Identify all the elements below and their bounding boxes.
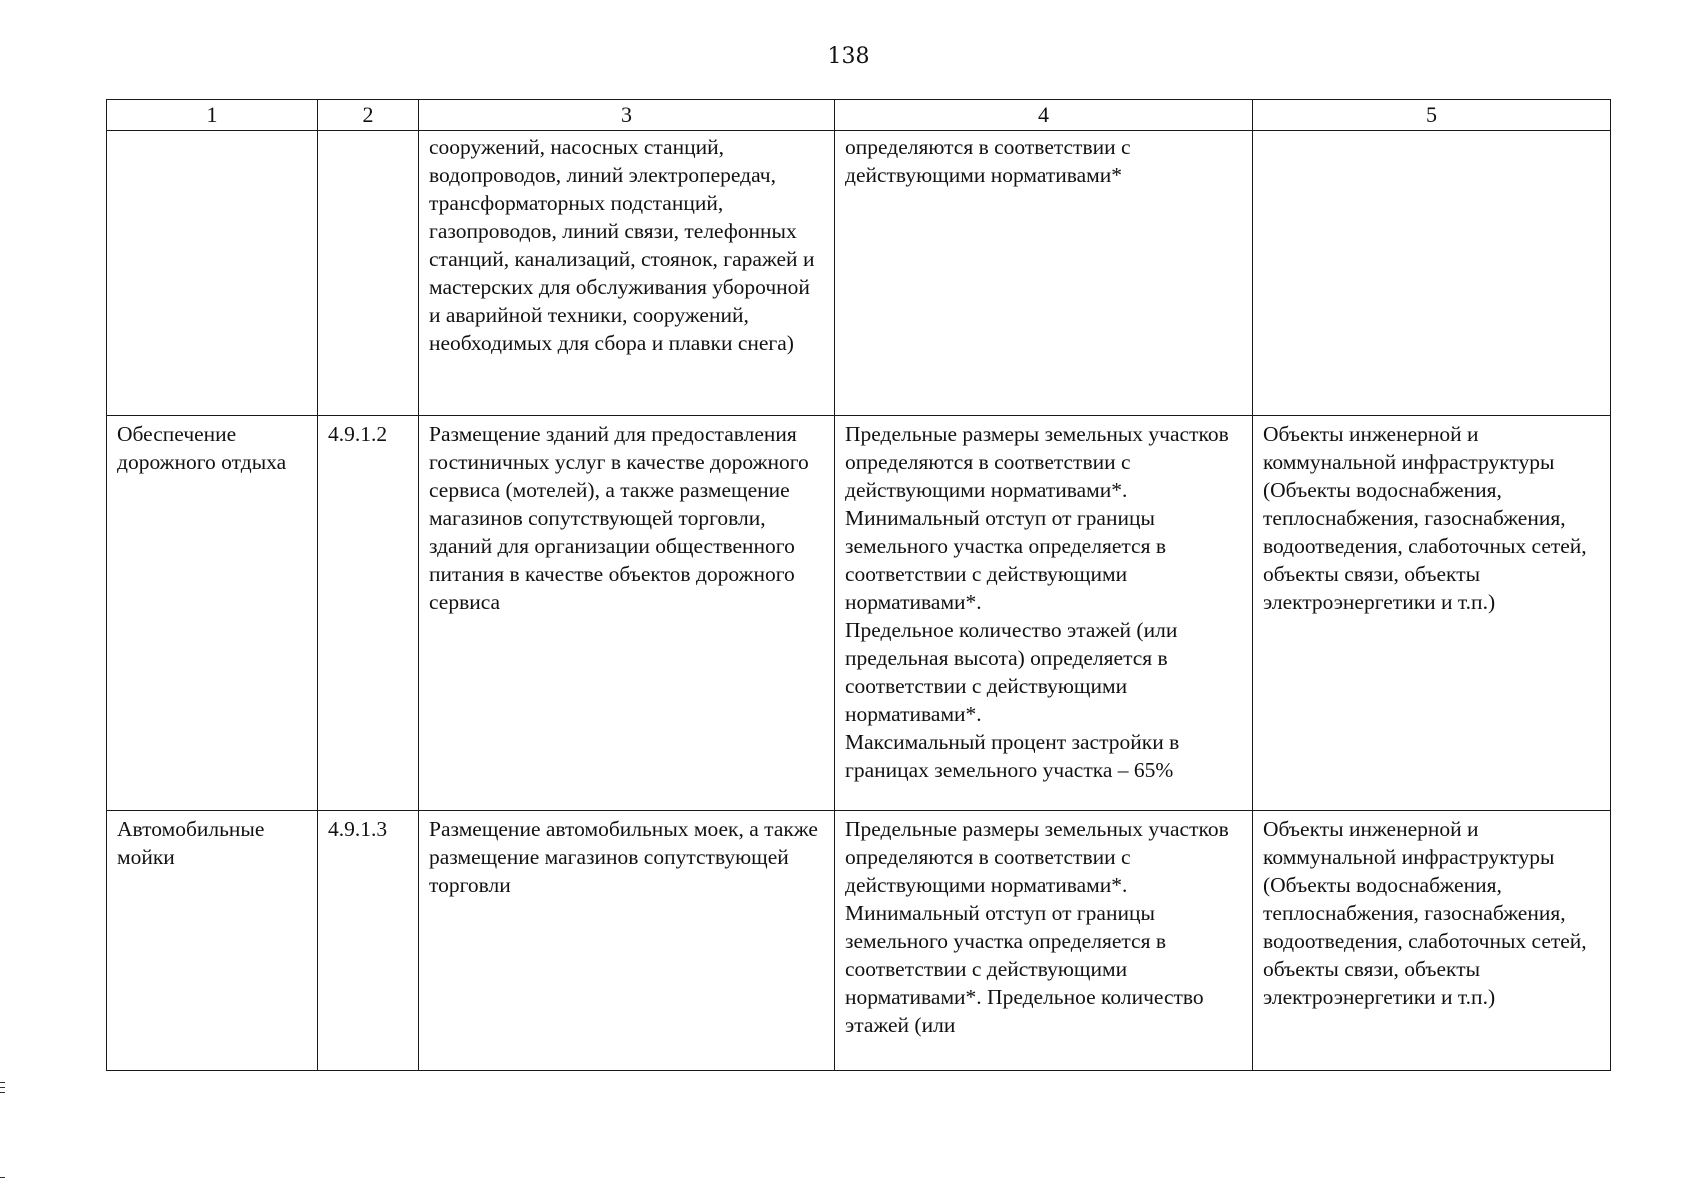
scan-margin-mark [0,1177,5,1178]
table-row [107,131,1611,416]
parameters-text: Предельные размеры земельных участков определяются в соответствии с действующими нормативами*. Минимальный отступ от границы земельного участка определяется в соответствии с действующими нормативами*. Предельное количество этажей (или [845,817,1229,1037]
column-header: 4 [835,100,1253,131]
use-code-cell [318,131,419,416]
scan-margin-mark [0,1092,5,1093]
table-row [107,811,1611,1071]
use-name-cell: Обеспечение дорожного отдыха [107,416,318,811]
use-name-text: Автомобильные мойки [117,817,265,869]
column-header: 1 [107,100,318,131]
land-use-table [106,99,1611,1071]
infrastructure-cell: Объекты инженерной и коммунальной инфраструктуры (Объекты водоснабжения, теплоснабжения, газоснабжения, водоотведения, слаботочных сетей, объекты связи, объекты электроэнергетики и т.п.) [1253,416,1611,811]
infrastructure-cell [1253,131,1611,416]
column-header: 5 [1253,100,1611,131]
use-description-cell [419,811,835,1071]
use-code-cell [318,811,419,1071]
scan-margin-mark [0,1087,5,1088]
parameters-cell [835,811,1253,1071]
use-name-cell [107,811,318,1071]
parameters-cell: Предельные размеры земельных участков определяются в соответствии с действующими нормативами*. Минимальный отступ от границы земельного участка определяется в соответствии с действующими нормативами*. Предельное количество этажей (или предельная высота) определяется в соответствии с действующими нормативами*. Максимальный процент застройки в границах земельного участка – 65% [835,416,1253,811]
use-code-text: 4.9.1.3 [328,817,388,841]
scan-margin-mark [0,1082,5,1083]
table-header-row [107,100,1611,131]
column-header: 2 [318,100,419,131]
use-description-cell: Размещение зданий для предоставления гостиничных услуг в качестве дорожного сервиса (мотелей), а также размещение магазинов сопутствующей торговли, зданий для организации общественного питания в качестве объектов дорожного сервиса [419,416,835,811]
use-description-text: Размещение автомобильных моек, а также размещение магазинов сопутствующей торговли [429,817,818,897]
column-header: 3 [419,100,835,131]
page-number: 138 [827,44,870,69]
infrastructure-cell [1253,811,1611,1071]
use-code-cell: 4.9.1.2 [318,416,419,811]
parameters-cell: определяются в соответствии с действующими нормативами* [835,131,1253,416]
table-row [107,416,1611,811]
use-name-cell [107,131,318,416]
use-description-cell: сооружений, насосных станций, водопроводов, линий электропередач, трансформаторных подстанций, газопроводов, линий связи, телефонных станций, канализаций, стоянок, гаражей и мастерских для обслуживания уборочной и аварийной техники, сооружений, необходимых для сбора и плавки снега) [419,131,835,416]
infrastructure-text: Объекты инженерной и коммунальной инфраструктуры (Объекты водоснабжения, теплоснабжения, газоснабжения, водоотведения, слаботочных сетей, объекты связи, объекты электроэнергетики и т.п.) [1263,817,1587,1009]
